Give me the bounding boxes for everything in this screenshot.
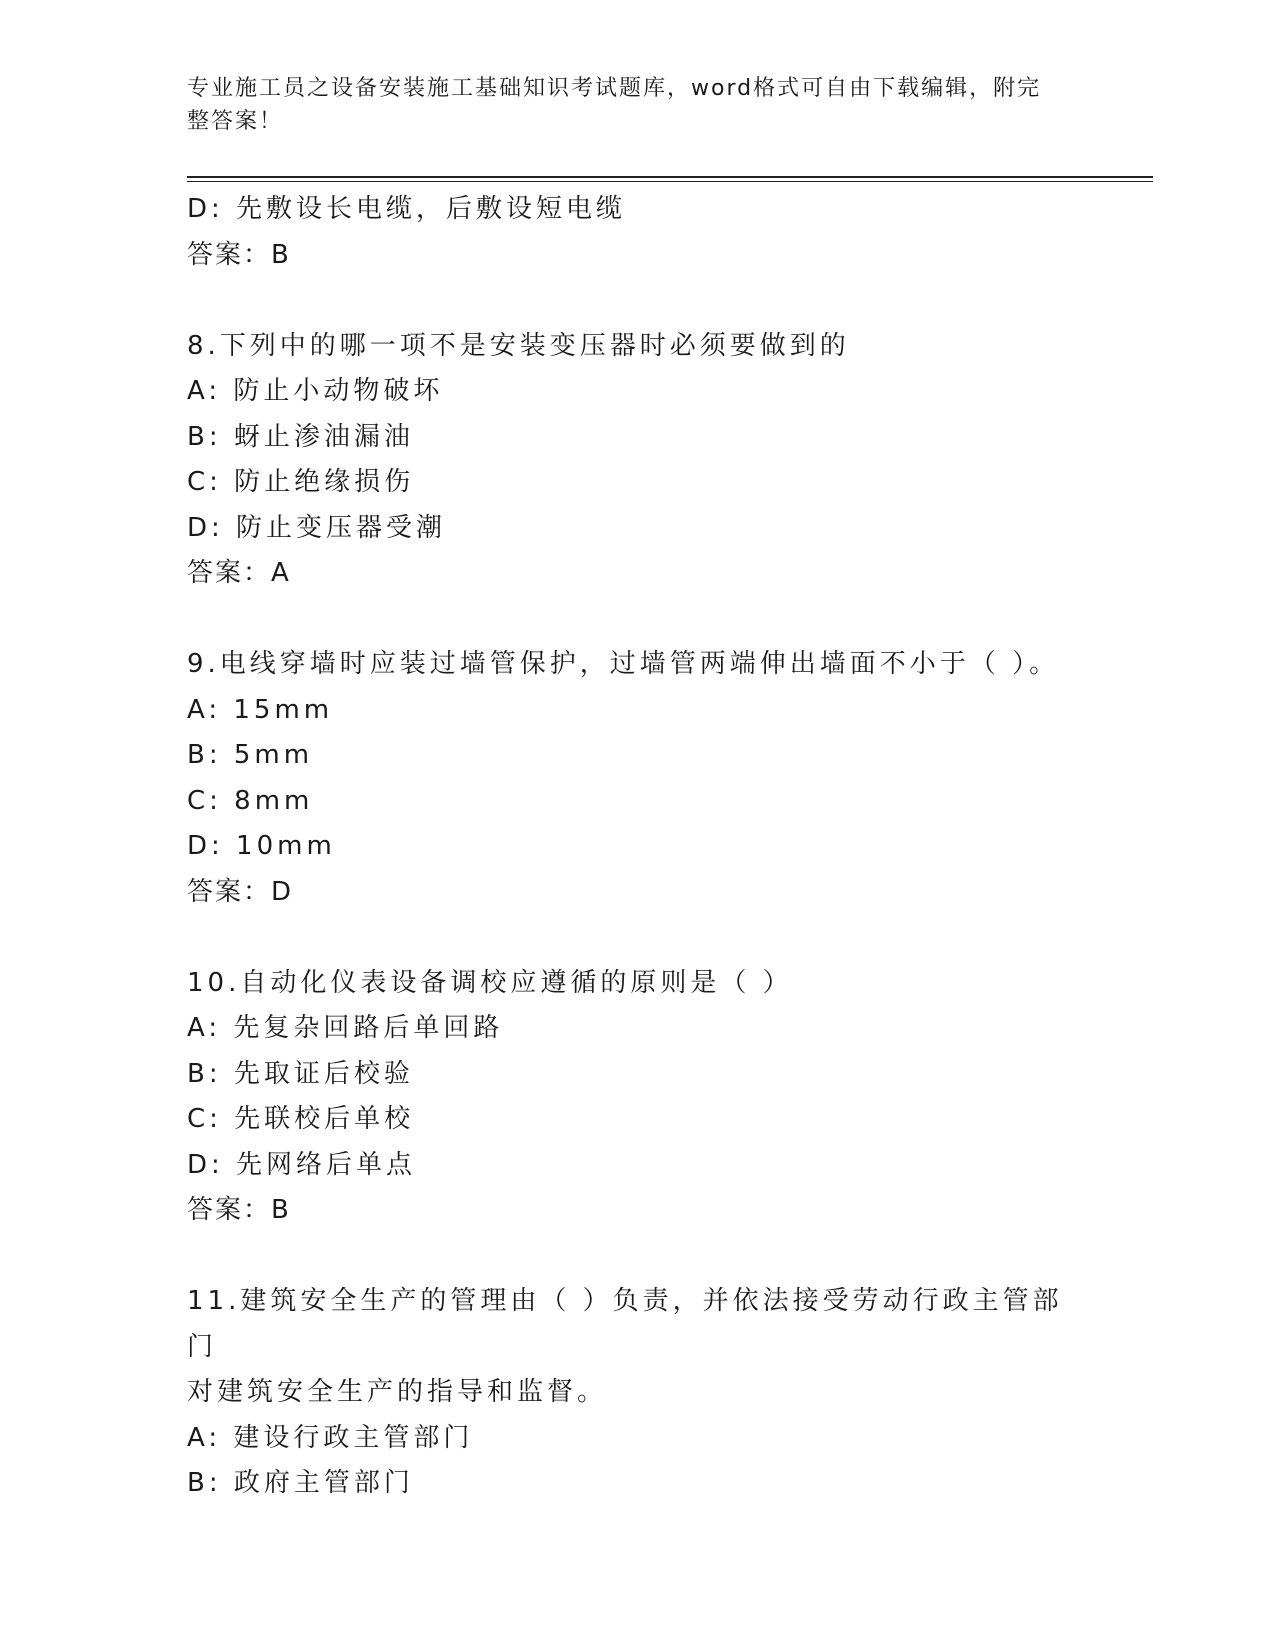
option-c: C: 防止绝缘损伤 <box>187 467 415 497</box>
question-8 <box>187 324 1087 597</box>
question-stem-line-2: 对建筑安全生产的指导和监督。 <box>187 1377 608 1407</box>
prev-option-d: D: 先敷设长电缆，后敷设短电缆 <box>187 194 627 224</box>
document-header <box>187 72 1067 138</box>
option-a: A: 先复杂回路后单回路 <box>187 1013 504 1043</box>
prev-answer: 答案：B <box>187 239 291 270</box>
option-d: D: 先网络后单点 <box>187 1149 417 1180</box>
spacer <box>187 1234 1087 1280</box>
option-c: C: 8mm <box>187 785 314 816</box>
question-stem: 9.电线穿墙时应装过墙管保护，过墙管两端伸出墙面不小于（ ）。 <box>187 649 1060 679</box>
question-list <box>187 187 1087 1507</box>
header-line-1: 专业施工员之设备安装施工基础知识考试题库，word格式可自由下载编辑，附完 <box>187 76 1042 101</box>
header-rule-thin <box>187 181 1153 182</box>
option-b: B: 5mm <box>187 740 314 770</box>
answer: 答案：A <box>187 558 291 588</box>
option-d: D: 10mm <box>187 831 336 861</box>
answer: 答案：B <box>187 1195 291 1225</box>
option-b: B: 政府主管部门 <box>187 1468 414 1498</box>
spacer <box>187 278 1087 324</box>
option-c: C: 先联校后单校 <box>187 1104 415 1134</box>
option-d: D: 防止变压器受潮 <box>187 512 447 543</box>
question-9 <box>187 642 1087 915</box>
option-b: B: 蚜止渗油漏油 <box>187 421 414 452</box>
question-stem-line-1: 11.建筑安全生产的管理由（ ）负责，并依法接受劳动行政主管部门 <box>187 1286 1063 1362</box>
option-a: A: 15mm <box>187 694 334 725</box>
spacer <box>187 915 1087 961</box>
option-a: A: 防止小动物破坏 <box>187 376 444 406</box>
option-a: A: 建设行政主管部门 <box>187 1422 474 1453</box>
header-line-2: 整答案！ <box>187 109 284 134</box>
spacer <box>187 597 1087 643</box>
header-rule-thick <box>187 176 1153 178</box>
question-10 <box>187 961 1087 1234</box>
option-b: B: 先取证后校验 <box>187 1058 414 1089</box>
question-stem: 8.下列中的哪一项不是安装变压器时必须要做到的 <box>187 330 850 361</box>
question-11 <box>187 1279 1087 1507</box>
answer: 答案：D <box>187 876 294 907</box>
question-stem: 10.自动化仪表设备调校应遵循的原则是（ ） <box>187 967 793 998</box>
